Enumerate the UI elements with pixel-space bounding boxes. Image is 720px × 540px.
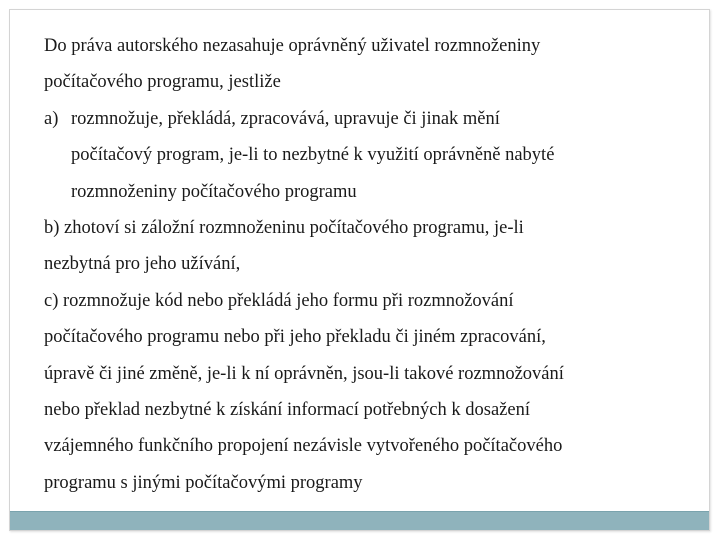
text-line: rozmnoženiny počítačového programu: [71, 181, 357, 202]
text-line: Do práva autorského nezasahuje oprávněný uživatel rozmnoženiny: [44, 36, 541, 56]
text-line: rozmnožuje, překládá, zpracovává, upravuje či jinak mění: [71, 108, 500, 129]
list-item-a: [44, 101, 704, 137]
text-line: nezbytná pro jeho užívání,: [44, 254, 241, 275]
list-item-b: b) zhotoví si záložní rozmnoženinu počítačového programu, je-li: [44, 217, 524, 238]
text-line: vzájemného funkčního propojení nezávisle vytvořeného počítačového: [44, 436, 563, 457]
list-marker: a): [44, 108, 59, 129]
text-line: počítačový program, je-li to nezbytné k využití oprávněně nabyté: [71, 145, 555, 166]
footer-bar-edge: [10, 511, 709, 512]
text-line: programu s jinými počítačovými programy: [44, 472, 363, 493]
slide-body-text: [44, 28, 704, 501]
text-line: nebo překlad nezbytné k získání informací potřebných k dosažení: [44, 399, 530, 420]
text-line: počítačového programu, jestliže: [44, 72, 281, 93]
list-item-c: c) rozmnožuje kód nebo překládá jeho formu při rozmnožování: [44, 290, 514, 311]
footer-bar: [10, 511, 709, 530]
text-line: úpravě či jiné změně, je-li k ní oprávněn, jsou-li takové rozmnožování: [44, 363, 564, 384]
text-line: počítačového programu nebo při jeho překladu či jiném zpracování,: [44, 327, 546, 348]
